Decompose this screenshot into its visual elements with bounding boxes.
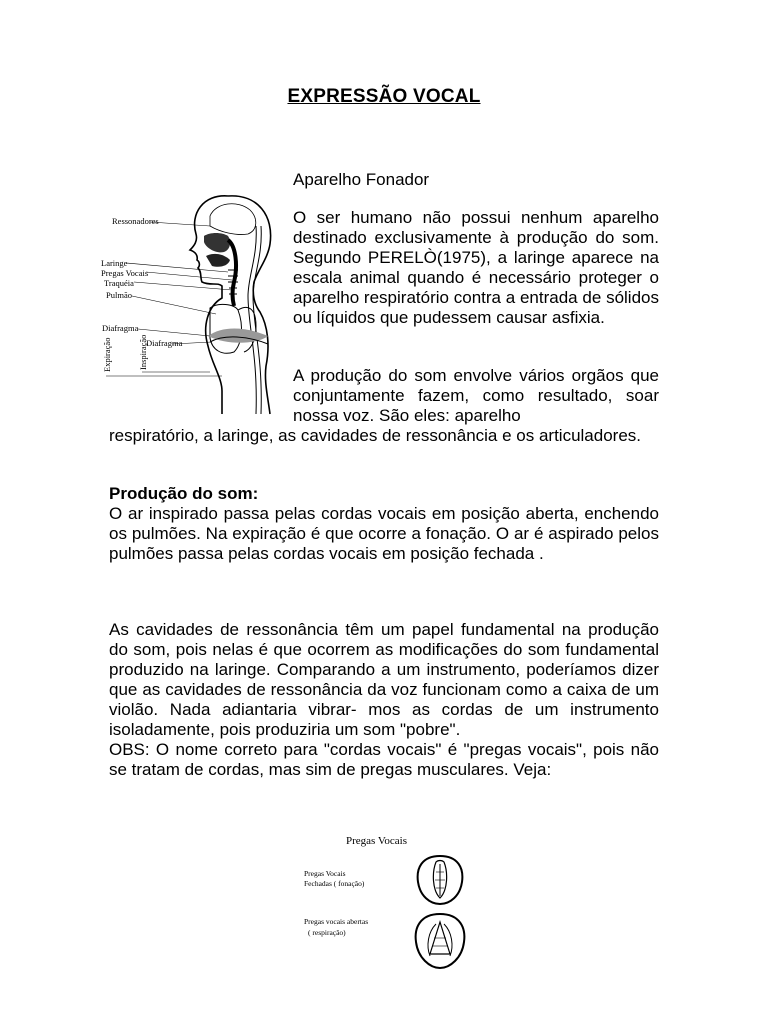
label-traqueia: Traquéia (104, 278, 134, 288)
section-producao-do-som (109, 484, 659, 564)
label-closed-line1: Pregas Vocais (304, 869, 346, 878)
label-open-line2: ( respiração) (308, 928, 346, 937)
section-heading-producao-do-som: Produção do som: (109, 484, 259, 503)
vocal-folds-diagram (300, 828, 480, 978)
section-cavidades (109, 620, 659, 780)
label-ressonadores: Ressonadores (112, 216, 159, 226)
closed-vocal-folds-icon (418, 856, 463, 904)
section-heading-aparelho-fonador: Aparelho Fonador (293, 170, 430, 189)
paragraph-ar-inspirado: O ar inspirado passa pelas cordas vocais em posição aberta, enchendo os pulmões. Na expiração é que ocorre a fonação. O ar é aspirado pelos pulmões passa pelas cordas vocais em posição fechada . (109, 504, 659, 563)
paragraph-producao-orgaos-start: A produção do som envolve vários orgãos que conjuntamente fazem, como resultado, soar nossa voz. São eles: aparelho (293, 366, 659, 425)
label-pulmao: Pulmão (106, 290, 132, 300)
vocal-apparatus-diagram (98, 186, 298, 416)
paragraph-aparelho-fonador: O ser humano não possui nenhum aparelho destinado exclusivamente à produção do som. Segundo PERELÒ(1975), a laringe aparece na escala animal quando é necessário proteger o aparelho respiratório contra a entrada de sólidos ou líquidos que pudessem causar asfixia. (293, 208, 659, 327)
paragraph-producao-orgaos-end: respiratório, a laringe, as cavidades de ressonância e os articuladores. (109, 426, 642, 445)
label-closed-line2: Fechadas ( fonação) (304, 879, 365, 888)
vocal-folds-figure-title: Pregas Vocais (346, 835, 408, 847)
paragraph-obs: OBS: O nome correto para "cordas vocais" é "pregas vocais", pois não se tratam de cordas, mas sim de pregas musculares. Veja: (109, 740, 659, 779)
paragraph-cavidades-ressonancia: As cavidades de ressonância têm um papel fundamental na produção do som, pois nelas é que ocorrem as modificações do som fundamental produzido na laringe. Comparando a um instrumento, poderíamos dizer que as cavidades de ressonância da voz funcionam como a caixa de um violão. Nada adiantaria vibrar- mos as cordas de um instrumento isoladamente, pois produziria um som "pobre". (109, 620, 659, 739)
label-pregas-vocais: Pregas Vocais (101, 268, 149, 278)
label-expiracao: Expiração (102, 337, 112, 372)
label-laringe: Laringe (101, 258, 128, 268)
label-diafragma-2: Diafragma (146, 338, 183, 348)
label-inspiracao: Inspiração (138, 334, 148, 370)
open-vocal-folds-icon (416, 914, 465, 968)
page-title: EXPRESSÃO VOCAL (287, 86, 481, 107)
label-diafragma-1: Diafragma (102, 323, 139, 333)
label-open-line1: Pregas vocais abertas (304, 917, 369, 926)
